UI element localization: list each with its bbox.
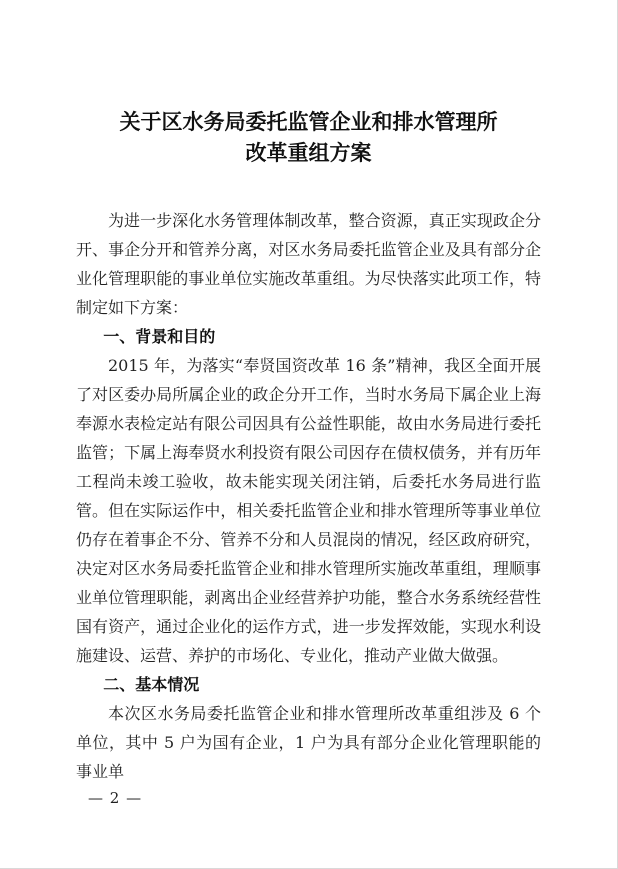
page-number: — 2 — — [88, 789, 143, 807]
paragraph-background: 2015 年，为落实“奉贤国资改革 16 条”精神，我区全面开展了对区委办局所属企业的政企分开工作，当时水务局下属企业上海奉源水表检定站有限公司因具有公益性职能，故由水务局进行委托监管；下属上海奉贤水利投资有限公司因存在债权债务，并有历年工程尚未竣工验收，故未能实现关闭注销，后委托水务局进行监管。但在实际运作中，相关委托监管企业和排水管理所等事业单位仍存在着事企不分、管养不分和人员混岗的情况，经区政府研究，决定对区水务局委托监管企业和排水管理所实施改革重组，理顺事业单位管理职能，剥离出企业经营养护功能，整合水务系统经营性国有资产，通过企业化的运作方式，进一步发挥效能，实现水利设施建设、运营、养护的市场化、专业化，推动产业做大做强。 — [76, 356, 541, 665]
paragraph-intro: 为进一步深化水务管理体制改革，整合资源，真正实现政企分开、事企分开和管养分离，对区水务局委托监管企业及具有部分企业化管理职能的事业单位实施改革重组。为尽快落实此项工作，特制定如下方案： — [76, 211, 541, 317]
document-title — [60, 106, 557, 168]
paragraph-basic-situation: 本次区水务局委托监管企业和排水管理所改革重组涉及 6 个单位，其中 5 户为国有企业，1 户为具有部分企业化管理职能的事业单 — [76, 704, 541, 781]
section-heading-1: 一、背景和目的 — [103, 327, 216, 346]
document-title-line1: 关于区水务局委托监管企业和排水管理所 — [119, 109, 498, 134]
document-body — [76, 206, 541, 786]
section-heading-2: 二、基本情况 — [103, 675, 200, 694]
document-title-line2: 改革重组方案 — [245, 140, 372, 165]
